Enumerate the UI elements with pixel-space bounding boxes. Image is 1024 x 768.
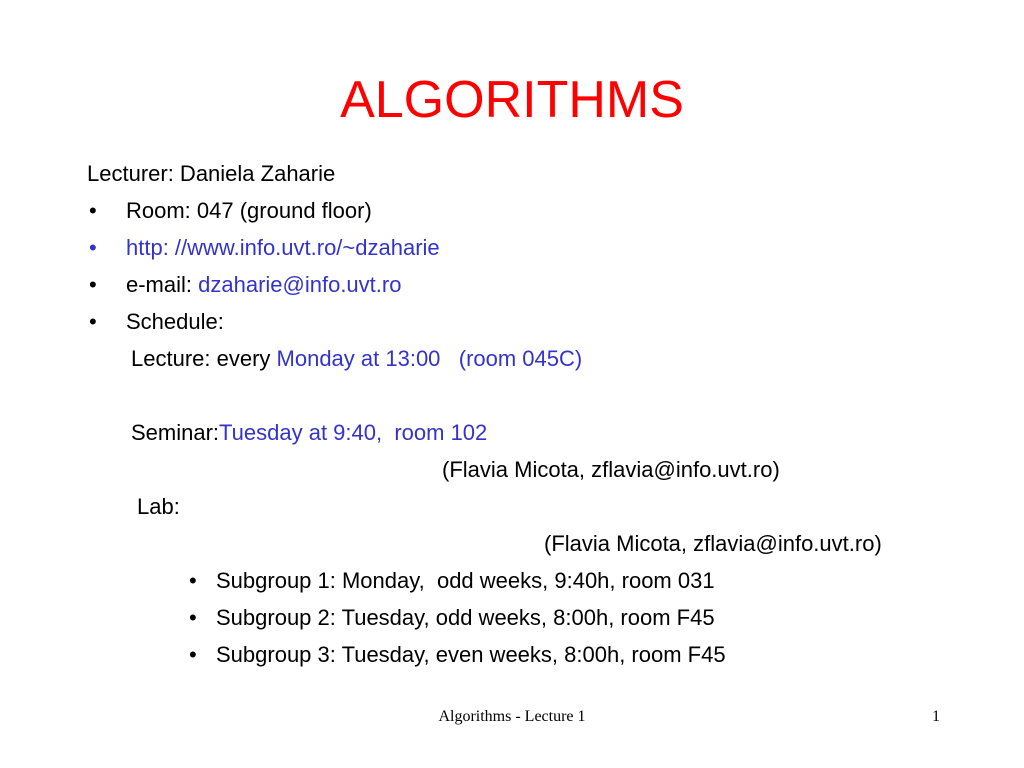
email-link[interactable]: dzaharie@info.uvt.ro: [198, 272, 402, 297]
seminar-contact: (Flavia Micota, zflavia@info.uvt.ro): [442, 457, 780, 482]
bullet-marker: •: [189, 642, 197, 667]
email-label: e-mail:: [126, 272, 199, 297]
seminar-line: [131, 419, 487, 447]
lecture-time: Monday at 13:00 (room 045C): [276, 346, 583, 371]
schedule-heading: Schedule:: [126, 309, 224, 334]
bullet-marker: •: [89, 198, 97, 223]
page-number: 1: [932, 708, 940, 725]
bullet-marker: •: [189, 568, 197, 593]
subgroup-item: Subgroup 1: Monday, odd weeks, 9:40h, room 031: [216, 568, 715, 593]
slide-title: ALGORITHMS: [340, 71, 684, 129]
lab-label: Lab:: [137, 494, 180, 519]
bullet-marker: •: [189, 605, 197, 630]
lab-contact: (Flavia Micota, zflavia@info.uvt.ro): [544, 531, 882, 556]
seminar-label: Seminar:: [131, 420, 220, 445]
bullet-marker: •: [89, 272, 97, 297]
subgroup-item: Subgroup 2: Tuesday, odd weeks, 8:00h, room F45: [216, 605, 715, 630]
lecture-label: Lecture: every: [131, 346, 277, 371]
bullet-marker: •: [89, 235, 97, 260]
seminar-time: Tuesday at 9:40, room 102: [219, 420, 488, 445]
room-line: Room: 047 (ground floor): [126, 198, 372, 223]
slide-footer: Algorithms - Lecture 1: [438, 708, 586, 725]
homepage-link[interactable]: http: //www.info.uvt.ro/~dzaharie: [126, 235, 440, 260]
bullet-marker: •: [89, 309, 97, 334]
email-line: [126, 271, 401, 299]
lecture-line: [131, 345, 582, 373]
subgroup-item: Subgroup 3: Tuesday, even weeks, 8:00h, room F45: [216, 642, 726, 667]
lecturer-line: Lecturer: Daniela Zaharie: [87, 161, 336, 186]
